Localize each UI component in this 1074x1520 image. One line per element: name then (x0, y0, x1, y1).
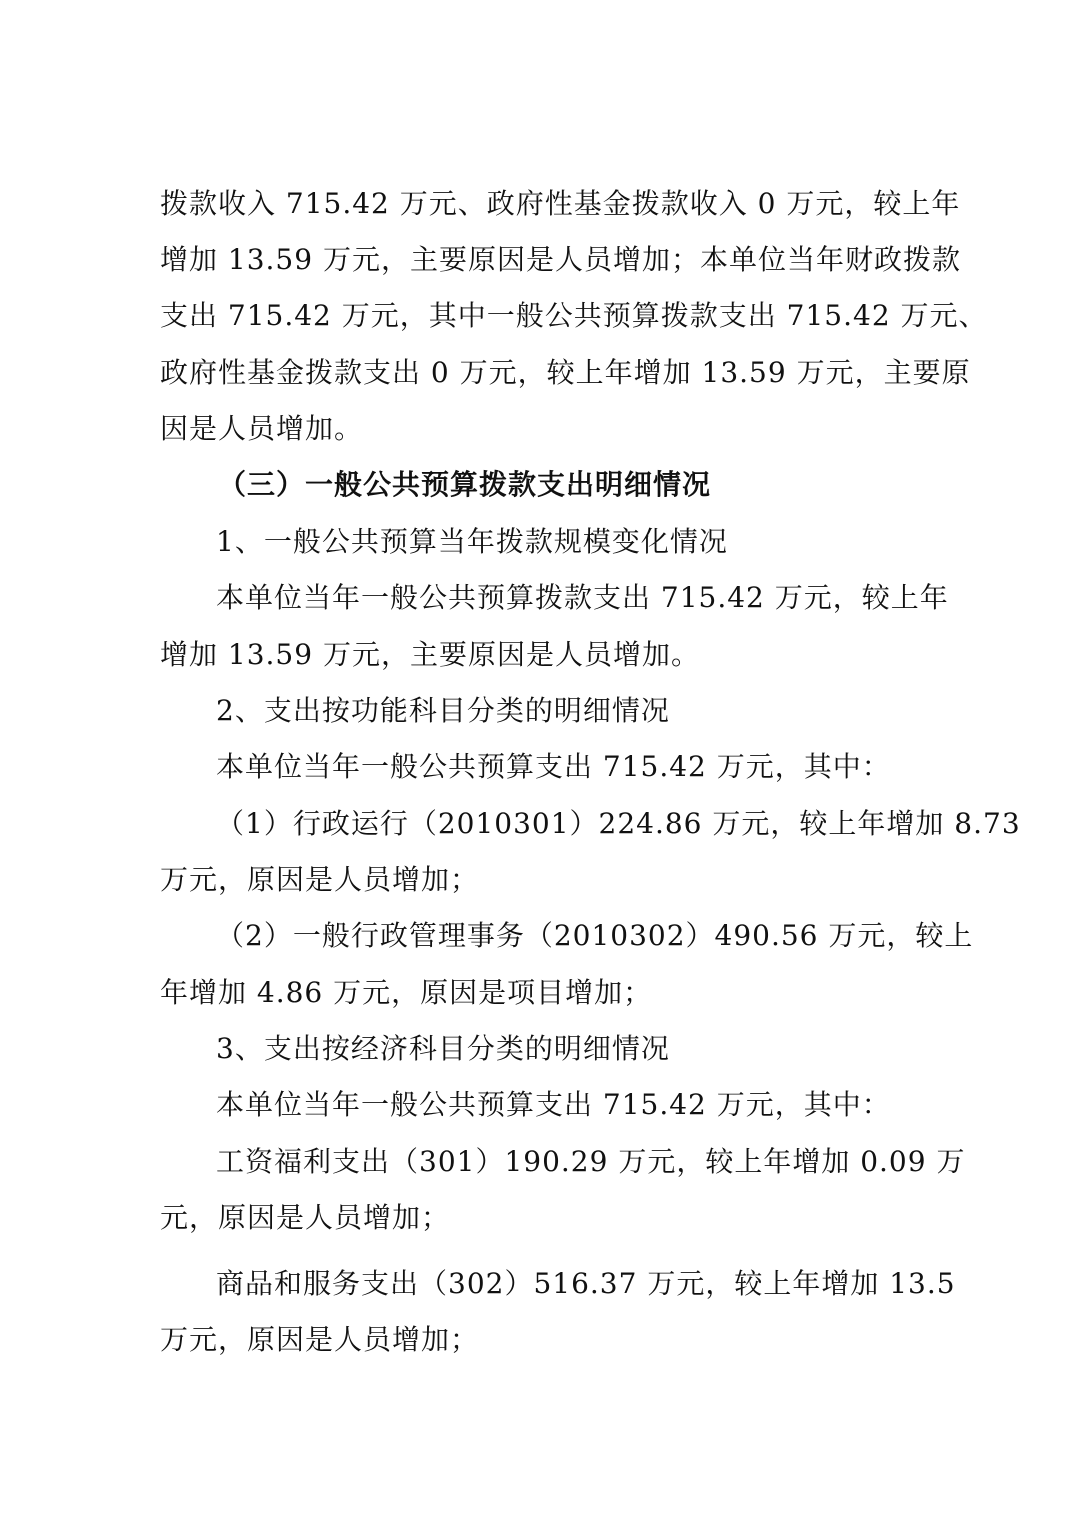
paragraph-line: （2）一般行政管理事务（2010302）490.56 万元，较上 (216, 919, 974, 952)
paragraph-line: 万元，原因是人员增加； (160, 1323, 480, 1356)
paragraph-line: 政府性基金拨款支出 0 万元，较上年增加 13.59 万元，主要原 (160, 356, 971, 389)
paragraph-line: 本单位当年一般公共预算拨款支出 715.42 万元，较上年 (216, 581, 949, 614)
paragraph-line: 本单位当年一般公共预算支出 715.42 万元，其中： (216, 750, 891, 783)
paragraph-line: （1）行政运行（2010301）224.86 万元，较上年增加 8.73 (216, 807, 1021, 840)
subsection-heading: 3、支出按经济科目分类的明细情况 (216, 1032, 670, 1065)
subsection-heading: 2、支出按功能科目分类的明细情况 (216, 694, 670, 727)
paragraph-line: 增加 13.59 万元，主要原因是人员增加；本单位当年财政拨款 (160, 243, 961, 276)
paragraph-line: 因是人员增加。 (160, 412, 364, 445)
section-heading: （三）一般公共预算拨款支出明细情况 (218, 468, 712, 501)
subsection-heading: 1、一般公共预算当年拨款规模变化情况 (216, 525, 728, 558)
paragraph-line: 拨款收入 715.42 万元、政府性基金拨款收入 0 万元，较上年 (160, 187, 961, 220)
paragraph-line: 万元，原因是人员增加； (160, 863, 480, 896)
paragraph-line: 元，原因是人员增加； (160, 1201, 451, 1234)
paragraph-line: 商品和服务支出（302）516.37 万元，较上年增加 13.5 (216, 1267, 956, 1300)
paragraph-line: 增加 13.59 万元，主要原因是人员增加。 (160, 638, 700, 671)
paragraph-line: 本单位当年一般公共预算支出 715.42 万元，其中： (216, 1088, 891, 1121)
paragraph-line: 支出 715.42 万元，其中一般公共预算拨款支出 715.42 万元、 (160, 299, 988, 332)
paragraph-line: 年增加 4.86 万元，原因是项目增加； (160, 976, 653, 1009)
paragraph-line: 工资福利支出（301）190.29 万元，较上年增加 0.09 万 (216, 1145, 966, 1178)
